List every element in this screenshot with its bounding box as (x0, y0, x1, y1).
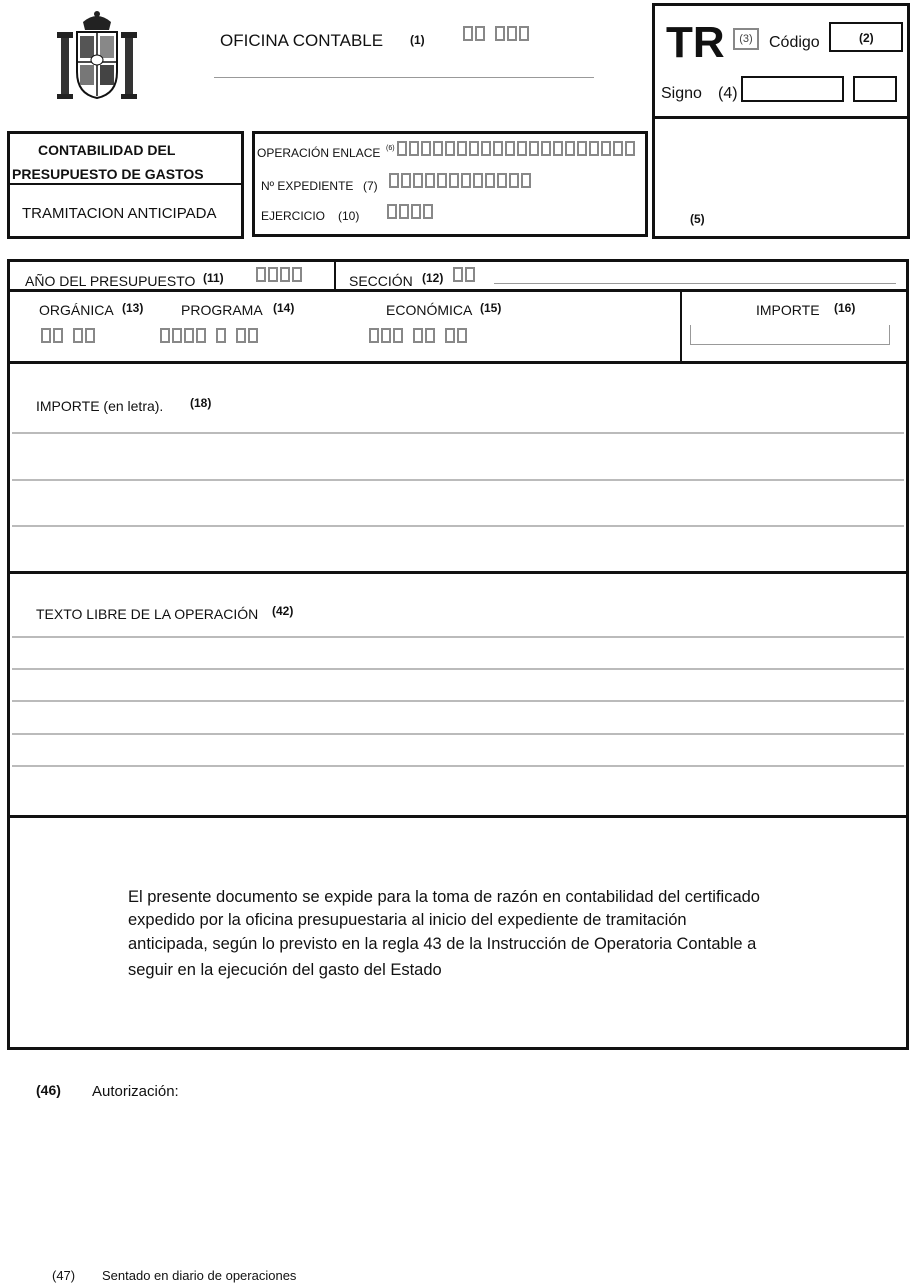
autorizacion-num: (46) (36, 1082, 61, 1098)
programa-input[interactable] (160, 327, 260, 345)
seccion-num: (12) (422, 271, 444, 285)
operacion-enlace-label: OPERACIÓN ENLACE (257, 146, 381, 160)
signo-field[interactable] (741, 76, 844, 102)
seccion-label: SECCIÓN (349, 273, 413, 289)
sentado-num: (47) (52, 1268, 76, 1283)
ejercicio-label: EJERCICIO (261, 209, 326, 223)
ejercicio-input[interactable] (387, 203, 435, 221)
codigo-num: (2) (859, 31, 874, 45)
note-line-2: expedido por la oficina presupuestaria al inicio del expediente de tramitación (128, 911, 687, 929)
oficina-contable-label: OFICINA CONTABLE (220, 31, 384, 50)
seccion-underline (494, 283, 896, 284)
contabilidad-line2: PRESUPUESTO DE GASTOS (12, 166, 204, 182)
texto-libre-num: (42) (272, 604, 294, 618)
programa-label: PROGRAMA (181, 302, 263, 318)
tr-num-box: (3) (733, 28, 759, 50)
programa-num: (14) (273, 301, 295, 315)
economica-label: ECONÓMICA (386, 302, 473, 318)
importe-letra-line-1[interactable] (12, 432, 904, 434)
importe-field[interactable] (690, 325, 890, 345)
organica-input[interactable] (41, 327, 97, 345)
oficina-contable-input[interactable] (463, 25, 531, 43)
operacion-enlace-input[interactable] (397, 140, 637, 158)
row4-divider (7, 815, 909, 818)
oficina-contable-num: (1) (410, 33, 425, 47)
autorizacion-label: Autorización: (92, 1083, 179, 1100)
importe-letra-line-3[interactable] (12, 525, 904, 527)
row2-divider (7, 361, 909, 364)
seccion-input[interactable] (453, 266, 477, 284)
tr-code: TR (666, 18, 725, 67)
row1-divider (7, 289, 909, 292)
texto-libre-label: TEXTO LIBRE DE LA OPERACIÓN (36, 606, 259, 622)
box5-num: (5) (690, 212, 705, 226)
economica-input[interactable] (369, 327, 469, 345)
importe-num: (16) (834, 301, 856, 315)
texto-libre-line-2[interactable] (12, 668, 904, 670)
texto-libre-line-5[interactable] (12, 765, 904, 767)
texto-libre-line-3[interactable] (12, 700, 904, 702)
texto-libre-line-1[interactable] (12, 636, 904, 638)
economica-num: (15) (480, 301, 502, 315)
note-line-1: El presente documento se expide para la toma de razón en contabilidad del certificado (128, 888, 760, 906)
signo-num: (4) (718, 85, 738, 102)
codigo-label: Código (769, 34, 820, 51)
anio-label: AÑO DEL PRESUPUESTO (25, 273, 196, 289)
note-line-4: seguir en la ejecución del gasto del Estado (128, 961, 442, 979)
importe-letra-num: (18) (190, 396, 212, 410)
signo-small-field[interactable] (853, 76, 897, 102)
ejercicio-num: (10) (338, 209, 360, 223)
importe-letra-line-2[interactable] (12, 479, 904, 481)
organica-num: (13) (122, 301, 144, 315)
anio-input[interactable] (256, 266, 304, 284)
sentado-label: Sentado en diario de operaciones (102, 1268, 297, 1283)
row3-divider (7, 571, 909, 574)
expediente-label: Nº EXPEDIENTE (261, 179, 354, 193)
anio-num: (11) (203, 271, 224, 285)
oficina-contable-underline (214, 77, 594, 78)
organica-label: ORGÁNICA (39, 302, 114, 318)
tr-box-divider (652, 116, 910, 119)
texto-libre-line-4[interactable] (12, 733, 904, 735)
signo-label: Signo (661, 85, 702, 102)
contabilidad-divider (7, 183, 244, 185)
contabilidad-line1: CONTABILIDAD DEL (38, 142, 176, 158)
importe-label: IMPORTE (756, 302, 820, 318)
note-line-3: anticipada, según lo previsto en la regla 43 de la Instrucción de Operatoria Contable a (128, 935, 757, 953)
main-form-box (7, 259, 909, 1050)
importe-letra-label: IMPORTE (en letra). (36, 398, 164, 414)
coat-of-arms-emblem (55, 8, 139, 102)
codigo-field[interactable] (829, 22, 903, 52)
expediente-num: (7) (363, 179, 378, 193)
operacion-enlace-num: (6) (386, 145, 395, 152)
tramitacion-anticipada: TRAMITACION ANTICIPADA (22, 205, 217, 222)
expediente-input[interactable] (389, 172, 533, 190)
seccion-separator (334, 262, 336, 289)
importe-separator (680, 292, 682, 361)
